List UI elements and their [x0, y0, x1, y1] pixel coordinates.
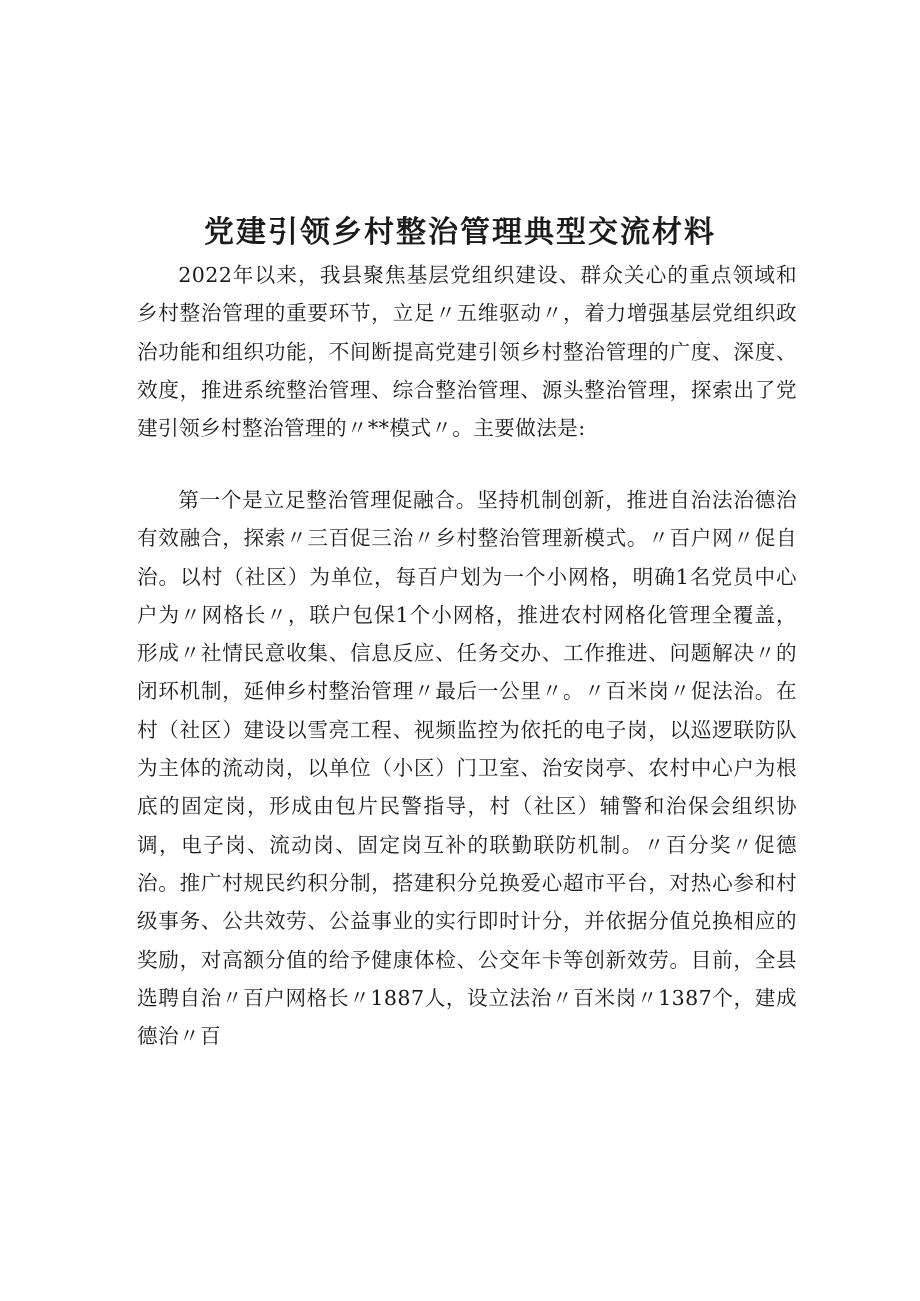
document-title: 党建引领乡村整治管理典型交流材料 [204, 215, 716, 250]
paragraph-first-point: 第一个是立足整治管理促融合。坚持机制创新，推进自治法治德治有效融合，探索〃三百促三治〃乡村整治管理新模式。〃百户网〃促自治。以村（社区）为单位，每百户划为一个小网格，明确1名党员中心户为〃网格长〃，联户包保1个小网格，推进农村网格化管理全覆盖，形成〃社情民意收集、信息反应、任务交办、工作推进、问题解决〃的闭环机制，延伸乡村整治管理〃最后一公里〃。〃百米岗〃促法治。在村（社区）建设以雪亮工程、视频监控为依托的电子岗，以巡逻联防队为主体的流动岗，以单位（小区）门卫室、治安岗亭、农村中心户为根底的固定岗，形成由包片民警指导，村（社区）辅警和治保会组织协调，电子岗、流动岗、固定岗互补的联勤联防机制。〃百分奖〃促德治。推广村规民约积分制，搭建积分兑换爱心超市平台，对热心参和村级事务、公共效劳、公益事业的实行即时计分，并依据分值兑换相应的奖励，对高额分值的给予健康体检、公交年卡等创新效劳。目前，全县选聘自治〃百户网格长〃1887人，设立法治〃百米岗〃1387个，建成德治〃百 [137, 488, 797, 1049]
paragraph-intro: 2022年以来，我县聚焦基层党组织建设、群众关心的重点领域和乡村整治管理的重要环节，立足〃五维驱动〃，着力增强基层党组织政治功能和组织功能，不间断提高党建引领乡村整治管理的广度、深度、效度，推进系统整治管理、综合整治管理、源头整治管理，探索出了党建引领乡村整治管理的〃**模式〃。主要做法是: [137, 263, 797, 441]
